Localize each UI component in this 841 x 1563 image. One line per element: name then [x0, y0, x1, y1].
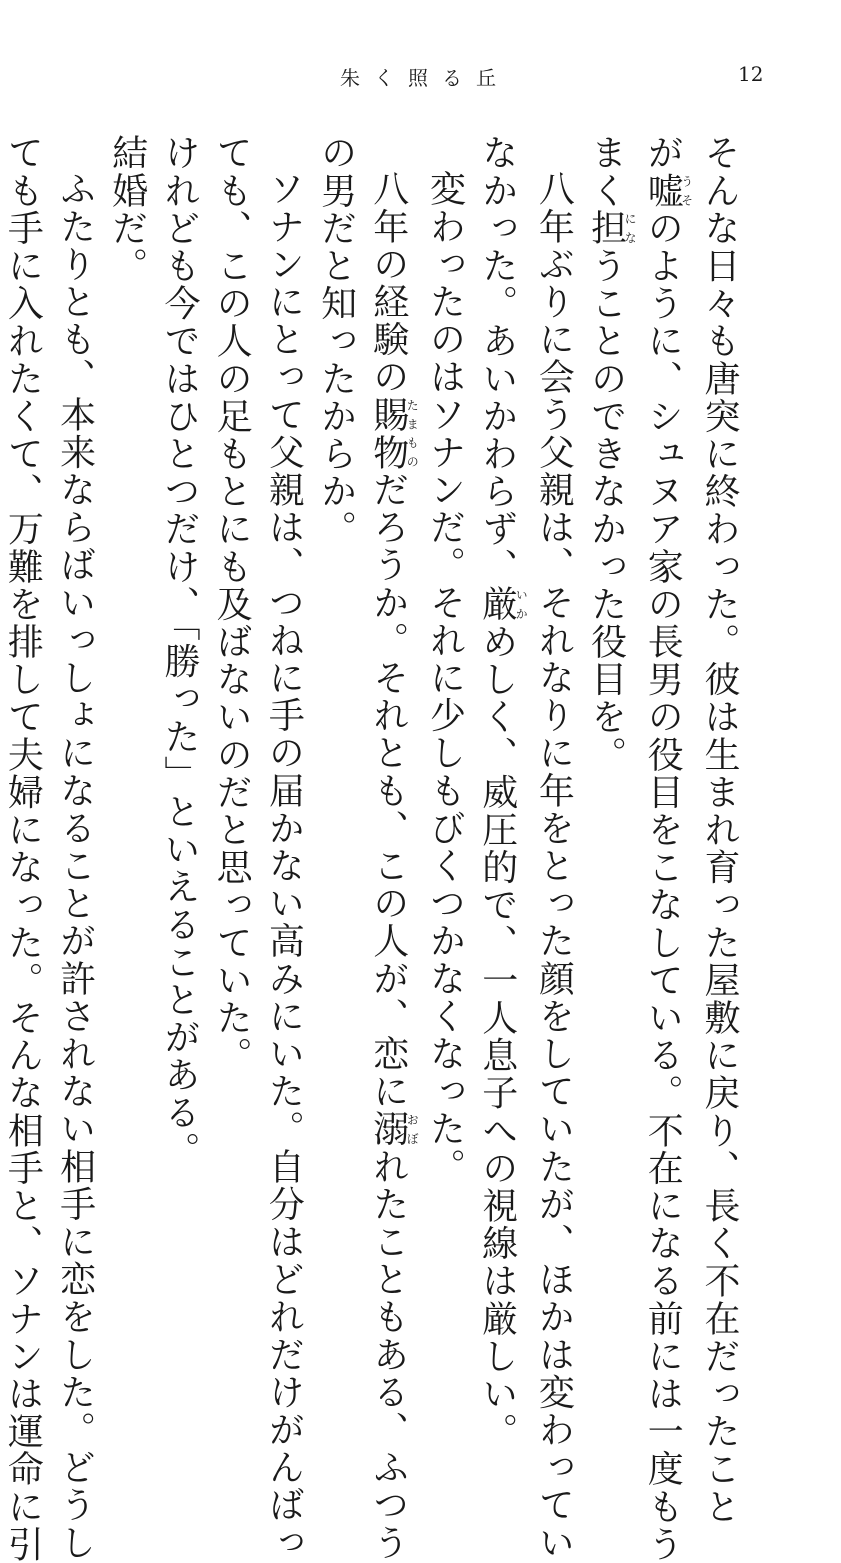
furigana-uso: うそ	[679, 171, 694, 210]
text-line-2: が嘘うそのように、シュヌア家の長男の役目をこなしている。不在になる前には一度もう	[642, 134, 694, 1563]
running-header-title: 朱く照る丘	[340, 66, 510, 90]
furigana-tamamono: たまもの	[405, 395, 420, 471]
text-line-6: 変わったのはソナンだ。それに少しもびくつかなくなった。	[424, 170, 466, 1186]
furigana-ika: いか	[514, 585, 529, 623]
furigana-obo: おぼ	[405, 1110, 420, 1148]
page-number: 12	[738, 62, 764, 86]
text-line-9: ソナンにとって父親は、つねに手の届かない高みにいた。自分はどれだけがんばっ	[263, 170, 305, 1562]
text-line-10: ても、この人の足もとにも及ばないのだと思っていた。	[211, 134, 253, 1074]
text-line-5: なかった。あいかわらず、厳いかめしく、威圧的で、一人息子への視線は厳しい。	[476, 134, 529, 1451]
text-line-8: の男だと知ったからか。	[315, 134, 357, 548]
text-line-14: ても手に入れたくて、万難を排して夫婦になった。そんな相手と、ソナンは運命に引	[2, 134, 44, 1563]
text-line-4: 八年ぶりに会う父親は、それなりに年をとった顔をしていたが、ほかは変わってい	[533, 170, 575, 1562]
text-line-7: 八年の経験の賜物たまものだろうか。それとも、この人が、恋に溺おぼれたこともある、ふつう	[367, 170, 420, 1562]
text-line-11: けれども今ではひとつだけ、「勝った」といえることがある。	[158, 134, 200, 1169]
text-line-3: まく担になうことのできなかった役目を。	[585, 134, 638, 774]
text-line-1: そんな日々も唐突に終わった。彼は生まれ育った屋敷に戻り、長く不在だったこと	[699, 134, 740, 1526]
text-line-12: 結婚だ。	[106, 134, 148, 285]
text-line-13: ふたりとも、本来ならばいっしょになることが許されない相手に恋をした。どうし	[54, 170, 96, 1562]
vertical-body-text	[0, 134, 745, 1563]
furigana-nina: にな	[623, 209, 638, 247]
